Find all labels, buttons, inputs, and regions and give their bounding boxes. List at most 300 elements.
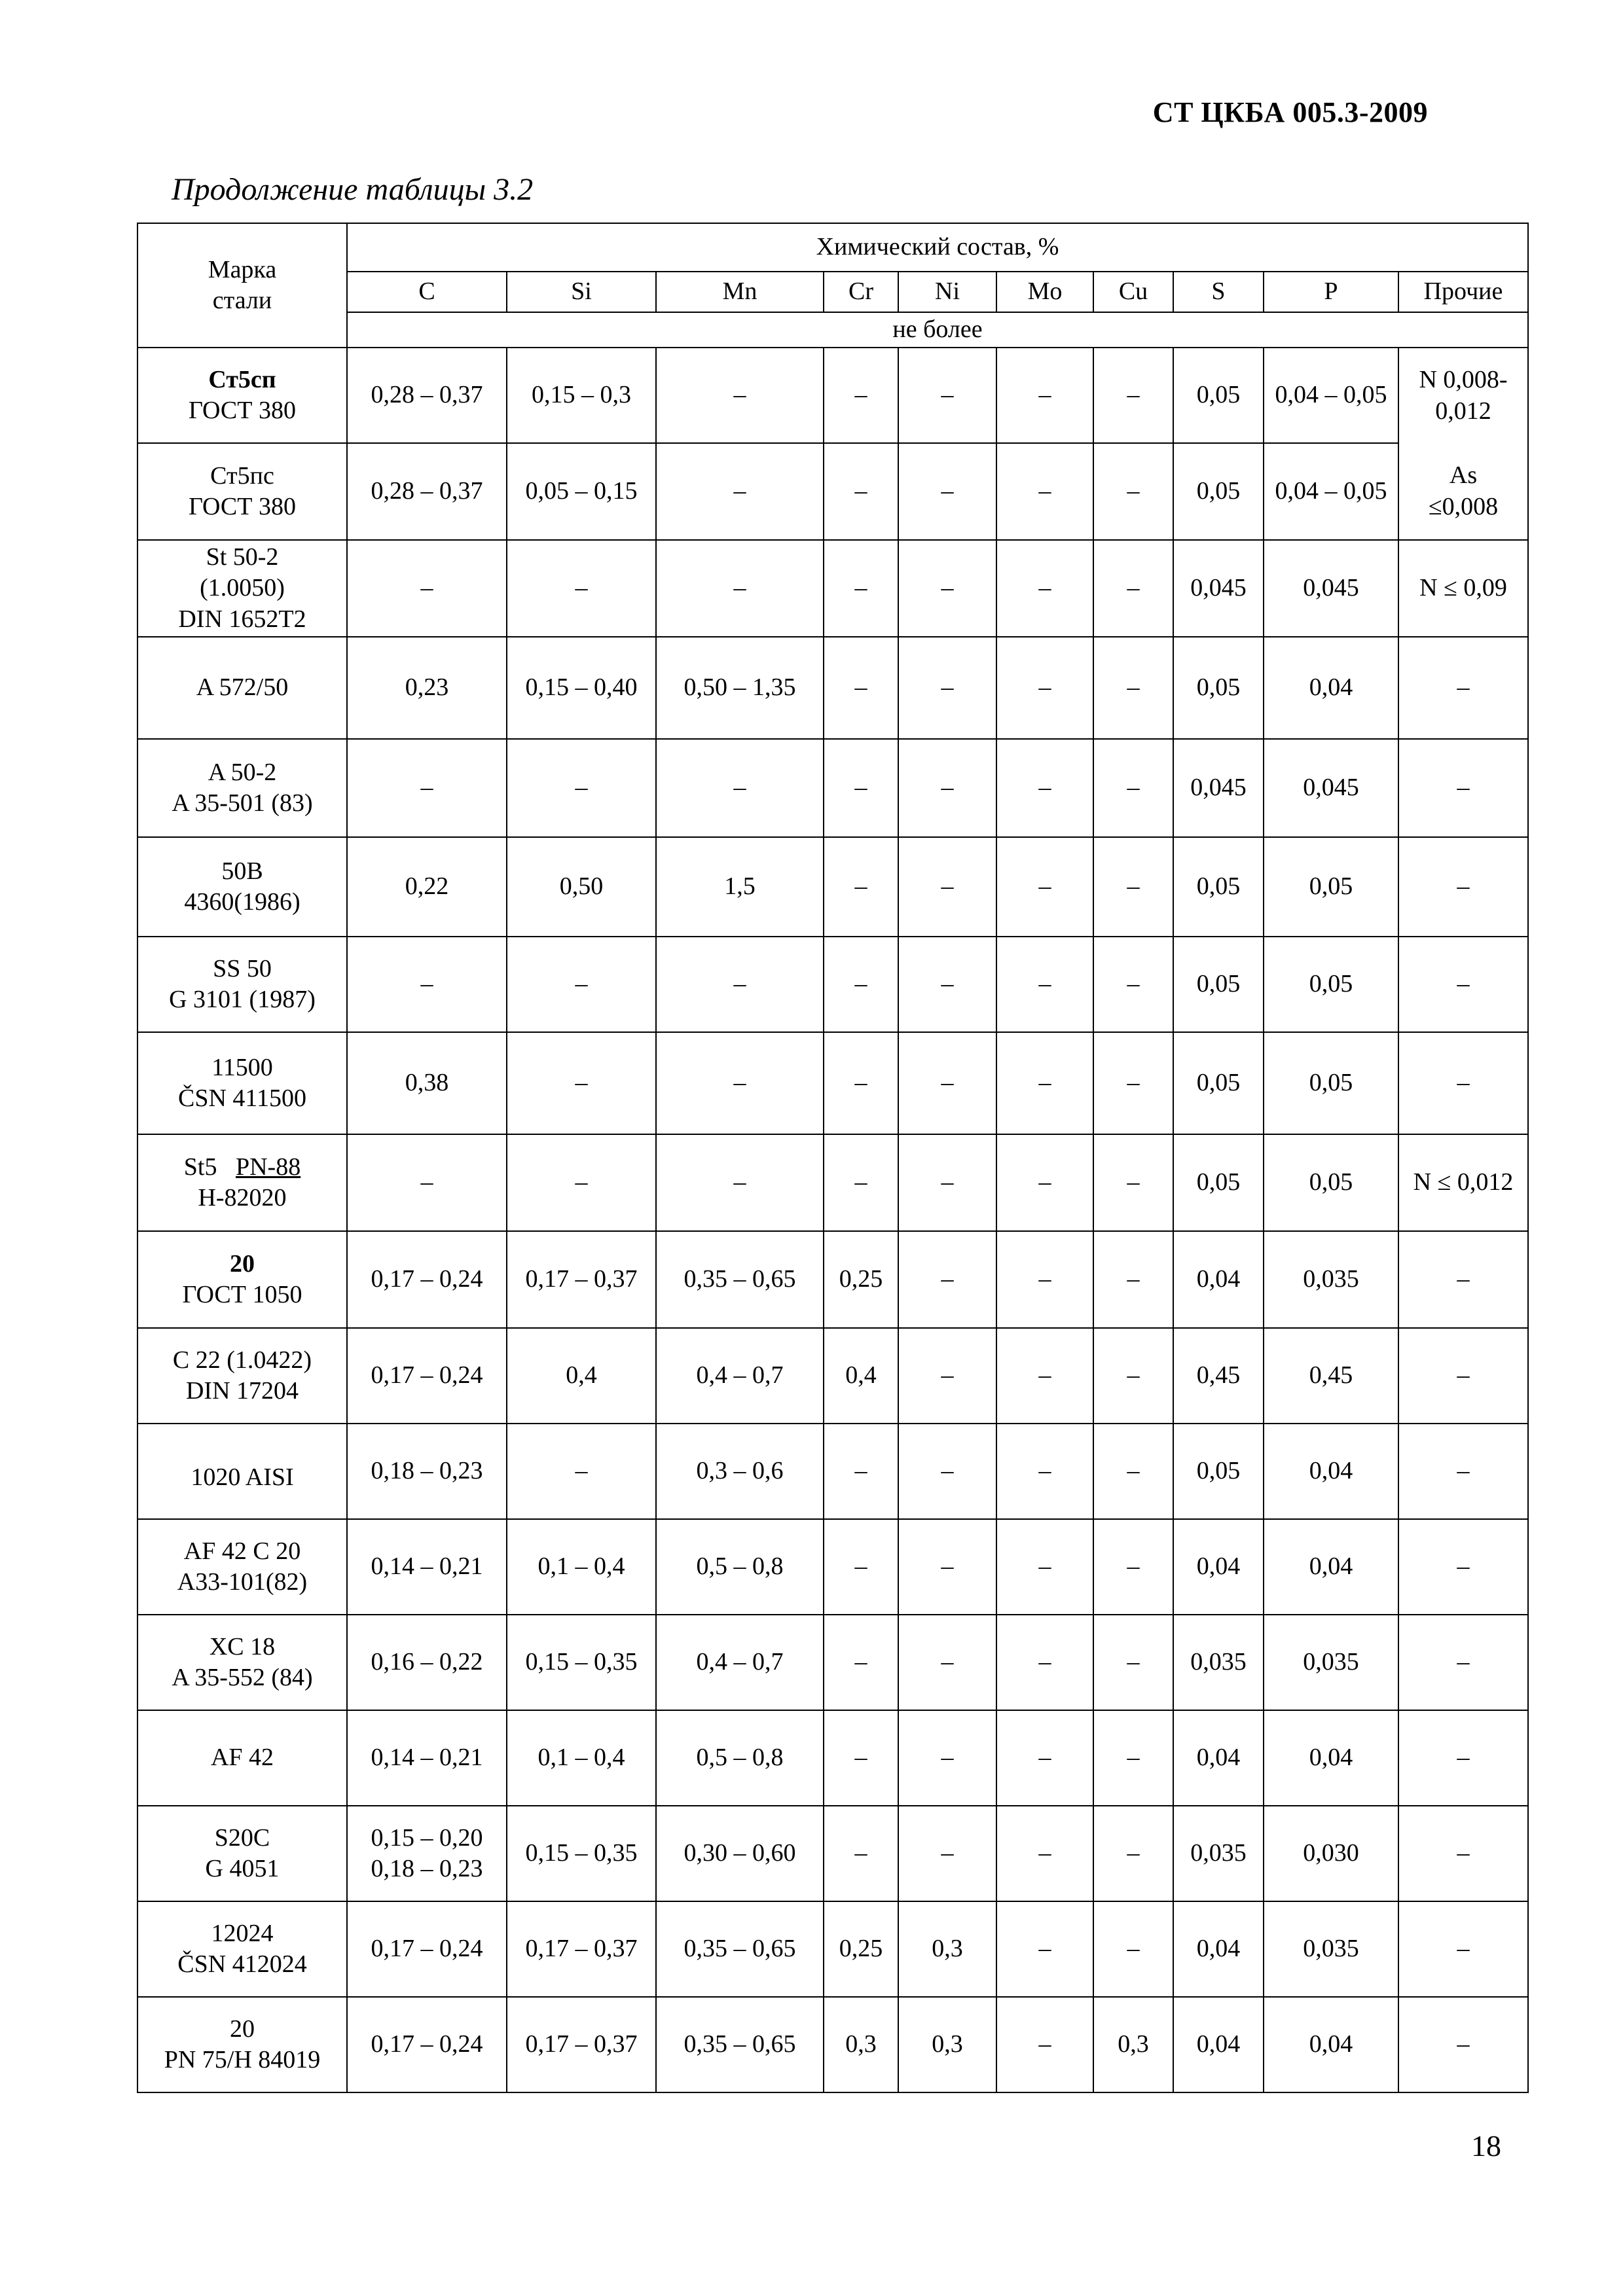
cell-mn (656, 443, 824, 540)
cell-other (1398, 348, 1528, 443)
cell-value: – (1127, 574, 1140, 602)
cell-value: 0,045 (1303, 574, 1359, 602)
cell-cr (824, 1134, 898, 1231)
cell-cr (824, 637, 898, 739)
table-row (137, 1231, 1528, 1328)
cell-p (1264, 540, 1398, 637)
grade-line: A 35-501 (83) (172, 789, 313, 817)
grade-line: 11500 (211, 1053, 273, 1081)
table-row (137, 739, 1528, 837)
cell-value: 0,4 (845, 1361, 877, 1390)
cell-cu (1093, 1134, 1173, 1231)
cell-si (507, 1806, 656, 1901)
cell-value: 0,35 – 0,65 (684, 2030, 796, 2058)
grade-cell (137, 1615, 347, 1710)
cell-value: 0,23 (405, 673, 449, 702)
cell-value: 1,5 (724, 872, 756, 901)
cell-mn (656, 937, 824, 1032)
cell-s (1173, 837, 1264, 937)
cell-value: – (575, 1457, 588, 1485)
cell-c (347, 837, 507, 937)
cell-value: 0,030 (1303, 1839, 1359, 1867)
cell-cu (1093, 1806, 1173, 1901)
cell-value: – (1457, 774, 1470, 802)
cell-value: – (1457, 970, 1470, 998)
cell-cu (1093, 1710, 1173, 1806)
cell-mn (656, 1519, 824, 1615)
cell-other (1398, 1328, 1528, 1424)
cell-mn (656, 1806, 824, 1901)
cell-value: – (1127, 477, 1140, 505)
cell-si (507, 1615, 656, 1710)
cell-mo (996, 348, 1093, 443)
cell-mn (656, 1424, 824, 1519)
cell-value: – (854, 1069, 867, 1097)
cell-value: – (1457, 1935, 1470, 1963)
cell-value: – (1127, 673, 1140, 702)
cell-si (507, 637, 656, 739)
cell-value: 0,45 (1196, 1361, 1241, 1390)
grade-line: XC 18 (209, 1632, 276, 1660)
cell-c (347, 1424, 507, 1519)
grade-line: 12024 (211, 1919, 274, 1947)
cell-value: – (941, 381, 954, 409)
cell-c (347, 540, 507, 637)
table-row (137, 1032, 1528, 1134)
cell-value: – (941, 970, 954, 998)
cell-value: 0,05 (1196, 1168, 1241, 1196)
cell-value: – (733, 477, 746, 505)
cell-value: 0,38 (405, 1069, 449, 1097)
cell-value: 0,4 – 0,7 (696, 1361, 784, 1390)
max-limit-subheader: не более (347, 312, 1528, 348)
cell-mo (996, 1328, 1093, 1424)
cell-value: – (1457, 872, 1470, 901)
cell-value: – (854, 872, 867, 901)
cell-s (1173, 1806, 1264, 1901)
cell-value: – (941, 574, 954, 602)
cell-value: – (1127, 1648, 1140, 1676)
grade-line: H-82020 (198, 1184, 287, 1211)
cell-ni (898, 1615, 996, 1710)
cell-value: – (1038, 1168, 1051, 1196)
cell-value: 0,28 – 0,37 (371, 381, 483, 409)
cell-value: 0,05 (1309, 970, 1353, 998)
cell-p (1264, 1615, 1398, 1710)
cell-mn (656, 739, 824, 837)
cell-cu (1093, 937, 1173, 1032)
cell-cr (824, 1710, 898, 1806)
cell-ni (898, 1032, 996, 1134)
cell-c (347, 1806, 507, 1901)
cell-value: 0,17 – 0,37 (525, 1265, 638, 1293)
cell-p (1264, 1424, 1398, 1519)
cell-s (1173, 348, 1264, 443)
cell-p (1264, 1901, 1398, 1997)
cell-value: – (941, 1069, 954, 1097)
cell-value: – (1457, 1457, 1470, 1485)
grade-line: 50B (221, 857, 263, 885)
cell-value: – (1457, 1839, 1470, 1867)
cell-value: – (733, 774, 746, 802)
column-header-p: P (1264, 272, 1398, 312)
cell-value: – (1038, 872, 1051, 901)
cell-p (1264, 1710, 1398, 1806)
cell-value: 0,15 – 0,35 (525, 1648, 638, 1676)
grade-line: 1020 AISI (191, 1463, 294, 1492)
cell-value: – (854, 774, 867, 802)
cell-other (1398, 1997, 1528, 2092)
grade-line: ГОСТ 380 (189, 493, 296, 520)
cell-value: – (1038, 1839, 1051, 1867)
cell-cr (824, 348, 898, 443)
cell-value: 0,035 (1303, 1648, 1359, 1676)
cell-c (347, 1901, 507, 1997)
cell-value: 0,35 – 0,65 (684, 1265, 796, 1293)
grade-line: (1.0050) (200, 574, 285, 602)
cell-ni (898, 1806, 996, 1901)
cell-value: – (1457, 1069, 1470, 1097)
cell-value: – (1457, 1552, 1470, 1581)
cell-value: 0,05 (1196, 673, 1241, 702)
cell-ni (898, 348, 996, 443)
cell-value: 0,4 (566, 1361, 597, 1390)
column-header-mo: Mo (996, 272, 1093, 312)
cell-value: – (1038, 381, 1051, 409)
grade-line: A 35-552 (84) (172, 1664, 313, 1691)
cell-value: – (941, 1552, 954, 1581)
grade-line: ГОСТ 380 (189, 397, 296, 424)
cell-value: – (1127, 1265, 1140, 1293)
grade-cell (137, 1901, 347, 1997)
cell-value: 0,25 (839, 1265, 883, 1293)
cell-cu (1093, 1519, 1173, 1615)
composition-group-header: Химический состав, % (347, 223, 1528, 272)
column-header-c: C (347, 272, 507, 312)
grade-line: PN-88 (235, 1153, 301, 1181)
cell-cr (824, 1615, 898, 1710)
cell-value: 0,14 – 0,21 (371, 1552, 483, 1581)
cell-value: 0,035 (1303, 1935, 1359, 1963)
grade-line: DIN 17204 (185, 1377, 299, 1405)
grade-cell (137, 837, 347, 937)
cell-value: 0,50 (559, 872, 604, 901)
cell-value: – (1457, 2030, 1470, 2058)
cell-cr (824, 837, 898, 937)
cell-value: – (941, 1265, 954, 1293)
cell-other (1398, 1901, 1528, 1997)
cell-value: – (1127, 872, 1140, 901)
column-header-cu: Cu (1093, 272, 1173, 312)
cell-value: N ≤ 0,012 (1413, 1168, 1514, 1196)
cell-value: – (575, 774, 588, 802)
cell-cr (824, 1231, 898, 1328)
cell-value: 0,4 – 0,7 (696, 1648, 784, 1676)
cell-value: 0,04 (1196, 1552, 1241, 1581)
cell-value: 0,04 (1196, 1744, 1241, 1772)
cell-value: – (854, 1839, 867, 1867)
cell-value: 0,05 (1196, 1457, 1241, 1485)
cell-c (347, 1032, 507, 1134)
cell-value: 0,14 – 0,21 (371, 1744, 483, 1772)
cell-si (507, 1710, 656, 1806)
cell-value: As (1449, 461, 1478, 489)
cell-value: 0,04 (1196, 2030, 1241, 2058)
cell-value: – (575, 1168, 588, 1196)
cell-value: 0,28 – 0,37 (371, 477, 483, 505)
cell-s (1173, 937, 1264, 1032)
table-caption: Продолжение таблицы 3.2 (172, 172, 534, 207)
cell-value: – (941, 872, 954, 901)
cell-cr (824, 937, 898, 1032)
cell-c (347, 443, 507, 540)
cell-mo (996, 1519, 1093, 1615)
cell-value: 0,045 (1190, 774, 1247, 802)
cell-ni (898, 1710, 996, 1806)
grade-cell (137, 1424, 347, 1519)
cell-value: 0,05 (1196, 872, 1241, 901)
cell-mn (656, 1710, 824, 1806)
cell-s (1173, 1134, 1264, 1231)
cell-value: 0,18 – 0,23 (371, 1457, 483, 1485)
cell-ni (898, 1328, 996, 1424)
cell-mn (656, 1615, 824, 1710)
cell-value: 0,25 (839, 1935, 883, 1963)
cell-ni (898, 837, 996, 937)
chemical-composition-table (137, 223, 1529, 2093)
grade-line: SS 50 (213, 954, 272, 982)
cell-value: 0,1 – 0,4 (538, 1552, 625, 1581)
cell-value: – (1127, 970, 1140, 998)
cell-cu (1093, 637, 1173, 739)
cell-value: – (1038, 1935, 1051, 1963)
grade-cell (137, 1328, 347, 1424)
cell-cu (1093, 1032, 1173, 1134)
cell-other (1398, 637, 1528, 739)
grade-line: G 3101 (1987) (169, 986, 316, 1013)
table-row (137, 1806, 1528, 1901)
cell-si (507, 739, 656, 837)
cell-value: – (854, 1552, 867, 1581)
cell-mn (656, 1032, 824, 1134)
cell-c (347, 348, 507, 443)
cell-cu (1093, 837, 1173, 937)
cell-value: – (575, 1069, 588, 1097)
cell-s (1173, 540, 1264, 637)
cell-mn (656, 1328, 824, 1424)
cell-mo (996, 540, 1093, 637)
table-row (137, 443, 1528, 540)
cell-value: – (733, 381, 746, 409)
cell-other (1398, 1032, 1528, 1134)
cell-value: – (420, 574, 433, 602)
cell-other (1398, 937, 1528, 1032)
cell-value: – (1457, 1361, 1470, 1390)
grade-column-header (137, 223, 347, 348)
table-row (137, 937, 1528, 1032)
cell-s (1173, 1710, 1264, 1806)
cell-other (1398, 739, 1528, 837)
cell-value: 0,3 – 0,6 (696, 1457, 784, 1485)
cell-p (1264, 1806, 1398, 1901)
cell-c (347, 637, 507, 739)
cell-value: – (733, 1069, 746, 1097)
cell-cu (1093, 443, 1173, 540)
cell-ni (898, 739, 996, 837)
cell-s (1173, 443, 1264, 540)
grade-line: G 4051 (205, 1855, 280, 1882)
grade-line: DIN 1652T2 (178, 605, 306, 633)
cell-value: 0,04 – 0,05 (1275, 381, 1387, 409)
cell-value: 0,035 (1190, 1648, 1247, 1676)
cell-cr (824, 1901, 898, 1997)
table-row (137, 540, 1528, 637)
cell-s (1173, 1032, 1264, 1134)
cell-value: N ≤ 0,09 (1419, 574, 1507, 602)
cell-cu (1093, 1901, 1173, 1997)
cell-value: 0,045 (1303, 774, 1359, 802)
table-row (137, 1134, 1528, 1231)
cell-mo (996, 1032, 1093, 1134)
column-header-cr: Cr (824, 272, 898, 312)
cell-s (1173, 1424, 1264, 1519)
table-row (137, 1615, 1528, 1710)
grade-cell (137, 739, 347, 837)
cell-value: – (1038, 1361, 1051, 1390)
cell-value: – (941, 1457, 954, 1485)
grade-line: St5 (183, 1153, 217, 1181)
cell-mo (996, 837, 1093, 937)
grade-header-line: Марка (208, 255, 277, 283)
cell-value: – (854, 381, 867, 409)
cell-si (507, 1032, 656, 1134)
cell-value: – (733, 970, 746, 998)
cell-value: 0,17 – 0,24 (371, 1265, 483, 1293)
cell-other (1398, 540, 1528, 637)
cell-ni (898, 1231, 996, 1328)
cell-ni (898, 637, 996, 739)
cell-ni (898, 1997, 996, 2092)
cell-value: – (1127, 774, 1140, 802)
cell-si (507, 1328, 656, 1424)
cell-value: 0,17 – 0,37 (525, 1935, 638, 1963)
cell-p (1264, 443, 1398, 540)
cell-value: – (941, 1168, 954, 1196)
cell-value: – (1457, 1648, 1470, 1676)
grade-line: AF 42 C 20 (183, 1537, 301, 1565)
cell-cu (1093, 1231, 1173, 1328)
cell-cu (1093, 1615, 1173, 1710)
cell-value: 0,5 – 0,8 (696, 1744, 784, 1772)
cell-value: – (941, 1648, 954, 1676)
cell-si (507, 443, 656, 540)
grade-line: A 50-2 (208, 758, 277, 786)
document-code: СТ ЦКБА 005.3-2009 (1152, 96, 1428, 128)
cell-value: – (420, 970, 433, 998)
cell-value: 0,04 (1309, 1744, 1353, 1772)
cell-si (507, 1997, 656, 2092)
cell-si (507, 937, 656, 1032)
cell-mo (996, 1134, 1093, 1231)
grade-cell (137, 1134, 347, 1231)
cell-value: – (1127, 1552, 1140, 1581)
cell-cr (824, 739, 898, 837)
table-row (137, 1710, 1528, 1806)
cell-cu (1093, 1328, 1173, 1424)
cell-cr (824, 443, 898, 540)
cell-mo (996, 1901, 1093, 1997)
cell-value: – (1038, 774, 1051, 802)
cell-p (1264, 1997, 1398, 2092)
cell-ni (898, 1424, 996, 1519)
cell-value: – (575, 574, 588, 602)
table-row (137, 1519, 1528, 1615)
cell-s (1173, 1615, 1264, 1710)
cell-value: 0,5 – 0,8 (696, 1552, 784, 1581)
column-header-mn: Mn (656, 272, 824, 312)
cell-cr (824, 1997, 898, 2092)
cell-value: 0,22 (405, 872, 449, 901)
grade-line: ČSN 411500 (177, 1085, 306, 1112)
cell-other (1398, 1615, 1528, 1710)
cell-mo (996, 443, 1093, 540)
cell-value: – (941, 1744, 954, 1772)
cell-value: – (420, 774, 433, 802)
cell-c (347, 1134, 507, 1231)
cell-cu (1093, 1997, 1173, 2092)
cell-value: – (941, 673, 954, 702)
cell-value: – (1038, 1648, 1051, 1676)
cell-p (1264, 937, 1398, 1032)
cell-mo (996, 637, 1093, 739)
cell-c (347, 1997, 507, 2092)
grade-line: Ст5сп (208, 365, 276, 393)
cell-other (1398, 1134, 1528, 1231)
cell-ni (898, 443, 996, 540)
cell-value: 0,04 (1196, 1265, 1241, 1293)
cell-si (507, 1231, 656, 1328)
cell-ni (898, 937, 996, 1032)
cell-other (1398, 1231, 1528, 1328)
cell-cu (1093, 1424, 1173, 1519)
cell-ni (898, 1519, 996, 1615)
cell-value: – (1127, 1069, 1140, 1097)
cell-value: N 0,008- (1419, 366, 1508, 393)
cell-value: – (1127, 1744, 1140, 1772)
cell-p (1264, 739, 1398, 837)
table-row (137, 1997, 1528, 2092)
table-row (137, 1328, 1528, 1424)
cell-value: – (1457, 673, 1470, 702)
cell-value: 0,15 – 0,3 (532, 381, 631, 409)
cell-value: 0,05 (1309, 1069, 1353, 1097)
cell-value: 0,17 – 0,24 (371, 1361, 483, 1390)
column-header-si: Si (507, 272, 656, 312)
grade-line: A33-101(82) (177, 1568, 308, 1596)
grade-cell (137, 1032, 347, 1134)
cell-value: ≤0,008 (1428, 492, 1499, 520)
cell-value: 0,1 – 0,4 (538, 1744, 625, 1772)
cell-mo (996, 1710, 1093, 1806)
cell-c (347, 1519, 507, 1615)
cell-value: 0,05 (1196, 381, 1241, 409)
cell-value: – (733, 1168, 746, 1196)
cell-value: – (854, 477, 867, 505)
cell-cr (824, 1328, 898, 1424)
column-header-s: S (1173, 272, 1264, 312)
table-row (137, 1901, 1528, 1997)
grade-line: 20 (230, 1249, 255, 1278)
